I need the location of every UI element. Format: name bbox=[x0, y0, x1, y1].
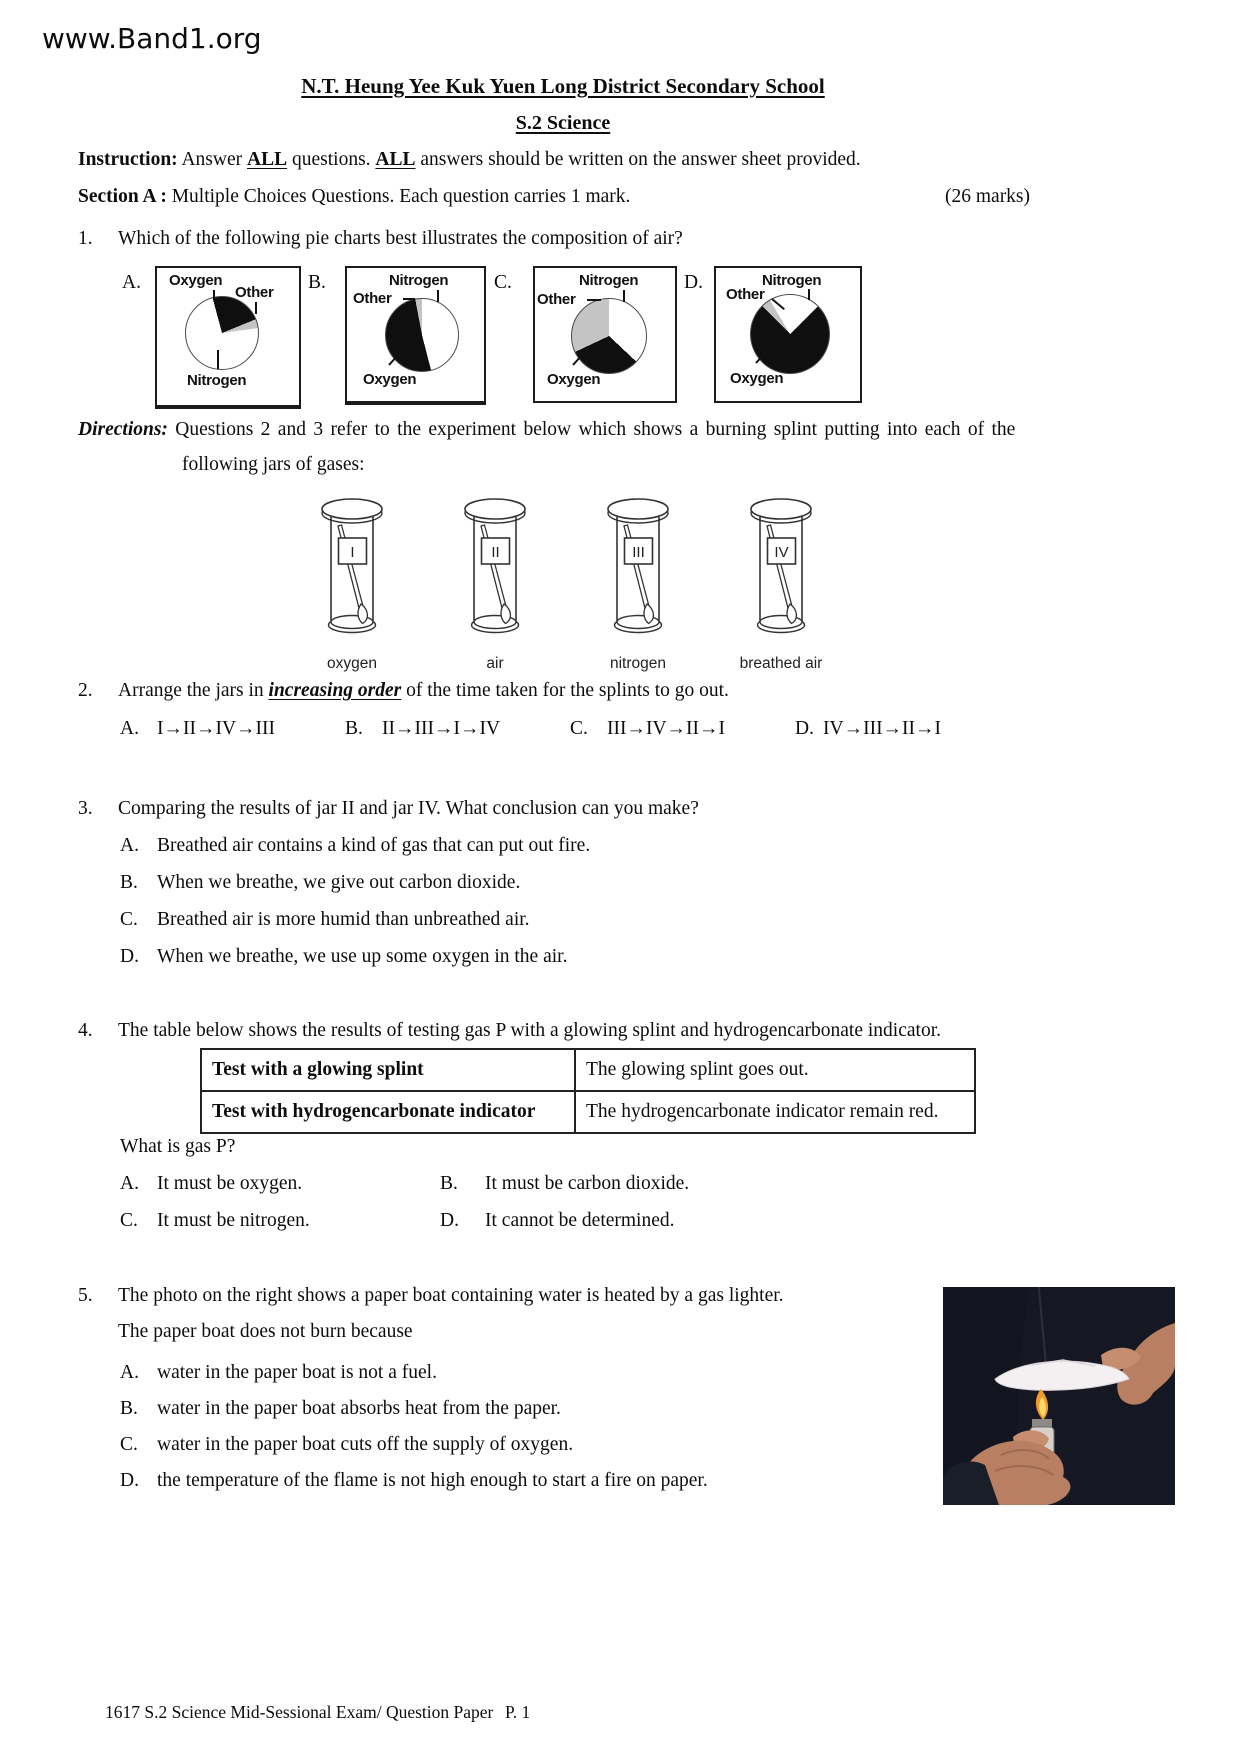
table-cell: Test with a glowing splint bbox=[201, 1049, 575, 1091]
q5-option-d: D. the temperature of the flame is not high enough to start a fire on paper. bbox=[120, 1470, 708, 1491]
pie-a-nitrogen-label: Nitrogen bbox=[187, 372, 247, 389]
gas-jar-icon bbox=[304, 494, 400, 646]
pie-d-oxygen-label: Oxygen bbox=[730, 370, 784, 387]
q4-question: 4. The table below shows the results of testing gas P with a glowing splint and hydrogencarbonate indicator. bbox=[78, 1020, 941, 1041]
flame-icon bbox=[358, 604, 367, 624]
pointer-line bbox=[808, 289, 810, 300]
q2-option-a: A. I→II→IV→III bbox=[120, 718, 276, 739]
subject-title-text: S.2 Science bbox=[515, 112, 611, 134]
q5-question-line-2: The paper boat does not burn because bbox=[118, 1321, 413, 1342]
pie-chart-option-c bbox=[533, 266, 677, 403]
q5-option-a: A. water in the paper boat is not a fuel. bbox=[120, 1362, 437, 1383]
pie-chart-option-b bbox=[345, 266, 486, 405]
jar-numeral: I bbox=[350, 544, 355, 561]
school-title-text: N.T. Heung Yee Kuk Yuen Long District Secondary School bbox=[301, 74, 825, 98]
q4-option-c: C. It must be nitrogen. bbox=[120, 1210, 310, 1231]
q4-option-a: A. It must be oxygen. bbox=[120, 1173, 303, 1194]
pie-a-circle bbox=[185, 296, 259, 370]
paper-boat-lighter-photo bbox=[943, 1287, 1175, 1505]
pointer-line bbox=[403, 298, 415, 300]
q2-number: 2. bbox=[78, 680, 93, 701]
footer-page-number: P. 1 bbox=[505, 1702, 531, 1722]
instruction-label: Instruction: bbox=[78, 149, 178, 170]
jar-numeral: III bbox=[632, 544, 645, 561]
pointer-line bbox=[437, 290, 439, 302]
q4-subquestion: What is gas P? bbox=[120, 1136, 236, 1157]
directions-line-2: following jars of gases: bbox=[182, 454, 365, 475]
instruction-line: Instruction: Answer ALL questions. ALL answers should be written on the answer sheet provided. bbox=[78, 149, 861, 170]
table-cell: The hydrogencarbonate indicator remain red. bbox=[575, 1091, 975, 1133]
q1-number: 1. bbox=[78, 228, 93, 249]
q2-option-c: C. III→IV→II→I bbox=[570, 718, 726, 739]
jar-figure-air bbox=[447, 494, 543, 673]
pointer-line bbox=[213, 290, 215, 298]
q1-option-a-letter: A. bbox=[122, 272, 141, 293]
gas-jar-icon bbox=[447, 494, 543, 646]
pie-c-other-label: Other bbox=[537, 291, 576, 308]
pie-d-nitrogen-label: Nitrogen bbox=[762, 272, 822, 289]
jar-caption: breathed air bbox=[739, 655, 823, 672]
pointer-line bbox=[623, 290, 625, 302]
flame-icon bbox=[501, 604, 510, 624]
increasing-order-emphasis: increasing order bbox=[268, 680, 402, 701]
site-watermark: www.Band1.org bbox=[42, 22, 262, 55]
q3-number: 3. bbox=[78, 798, 93, 819]
q4-results-table bbox=[200, 1048, 976, 1134]
jar-caption: oxygen bbox=[327, 655, 377, 672]
q3-option-a: A. Breathed air contains a kind of gas that can put out fire. bbox=[120, 835, 591, 856]
table-row bbox=[201, 1049, 975, 1091]
q3-option-d: D. When we breathe, we use up some oxygen in the air. bbox=[120, 946, 568, 967]
directions-label: Directions: bbox=[78, 419, 168, 440]
gas-jars-figure bbox=[304, 494, 829, 673]
q5-option-b: B. water in the paper boat absorbs heat from the paper. bbox=[120, 1398, 561, 1419]
subject-title bbox=[0, 112, 1126, 135]
q5-number: 5. bbox=[78, 1285, 93, 1306]
flame-icon bbox=[787, 604, 796, 624]
q3-option-b: B. When we breathe, we give out carbon dioxide. bbox=[120, 872, 521, 893]
jar-caption: nitrogen bbox=[609, 655, 666, 672]
pie-c-nitrogen-label: Nitrogen bbox=[579, 272, 639, 289]
q3-option-c: C. Breathed air is more humid than unbreathed air. bbox=[120, 909, 530, 930]
q2-option-d: D. IV→III→II→I bbox=[795, 718, 942, 739]
all-emphasis: ALL bbox=[247, 149, 288, 170]
section-a-label: Section A : bbox=[78, 186, 167, 207]
pie-b-other-label: Other bbox=[353, 290, 392, 307]
q5-question-line-1: 5. The photo on the right shows a paper boat containing water is heated by a gas lighter. bbox=[78, 1285, 784, 1306]
q4-option-b: B. It must be carbon dioxide. bbox=[440, 1173, 690, 1194]
pie-c-circle bbox=[571, 298, 647, 374]
pie-d-circle bbox=[750, 294, 830, 374]
pie-a-oxygen-label: Oxygen bbox=[169, 272, 223, 289]
q2-option-b: B. II→III→I→IV bbox=[345, 718, 501, 739]
jar-figure-nitrogen bbox=[590, 494, 686, 673]
pie-b-oxygen-label: Oxygen bbox=[363, 371, 417, 388]
section-a-line: Section A : Multiple Choices Questions. Each question carries 1 mark. bbox=[78, 186, 631, 207]
gas-jar-icon bbox=[733, 494, 829, 646]
table-cell: Test with hydrogencarbonate indicator bbox=[201, 1091, 575, 1133]
pie-b-nitrogen-label: Nitrogen bbox=[389, 272, 449, 289]
q1-option-c-letter: C. bbox=[494, 272, 512, 293]
flame-icon bbox=[644, 604, 653, 624]
gas-jar-icon bbox=[590, 494, 686, 646]
pointer-line bbox=[587, 299, 601, 301]
pointer-line bbox=[217, 350, 219, 369]
table-row bbox=[201, 1091, 975, 1133]
pie-c-oxygen-label: Oxygen bbox=[547, 371, 601, 388]
directions-line-1: Directions: Questions 2 and 3 refer to the experiment below which shows a burning splint putting into each of the bbox=[78, 419, 1016, 440]
footer-document-title: 1617 S.2 Science Mid-Sessional Exam/ Question Paper bbox=[105, 1702, 494, 1722]
jar-caption: air bbox=[486, 655, 504, 672]
q1-question: 1. Which of the following pie charts best illustrates the composition of air? bbox=[78, 228, 683, 249]
jar-numeral: II bbox=[491, 544, 500, 561]
q5-option-c: C. water in the paper boat cuts off the supply of oxygen. bbox=[120, 1434, 574, 1455]
q2-question: 2. Arrange the jars in increasing order of the time taken for the splints to go out. bbox=[78, 680, 729, 701]
jar-figure-breathed-air bbox=[733, 494, 829, 673]
table-cell: The glowing splint goes out. bbox=[575, 1049, 975, 1091]
pointer-line bbox=[255, 302, 257, 314]
q4-number: 4. bbox=[78, 1020, 93, 1041]
q1-option-b-letter: B. bbox=[308, 272, 326, 293]
jar-numeral: IV bbox=[774, 544, 789, 561]
section-a-marks: (26 marks) bbox=[945, 186, 1031, 207]
all-emphasis: ALL bbox=[375, 149, 416, 170]
pie-chart-option-a bbox=[155, 266, 301, 409]
q3-question: 3. Comparing the results of jar II and jar IV. What conclusion can you make? bbox=[78, 798, 699, 819]
q1-option-d-letter: D. bbox=[684, 272, 703, 293]
school-title bbox=[0, 74, 1126, 99]
q4-option-d: D. It cannot be determined. bbox=[440, 1210, 675, 1231]
pie-b-circle bbox=[385, 298, 459, 372]
pie-a-other-label: Other bbox=[235, 284, 274, 301]
pie-chart-option-d bbox=[714, 266, 862, 403]
jar-figure-oxygen bbox=[304, 494, 400, 673]
pie-d-other-label: Other bbox=[726, 286, 765, 303]
